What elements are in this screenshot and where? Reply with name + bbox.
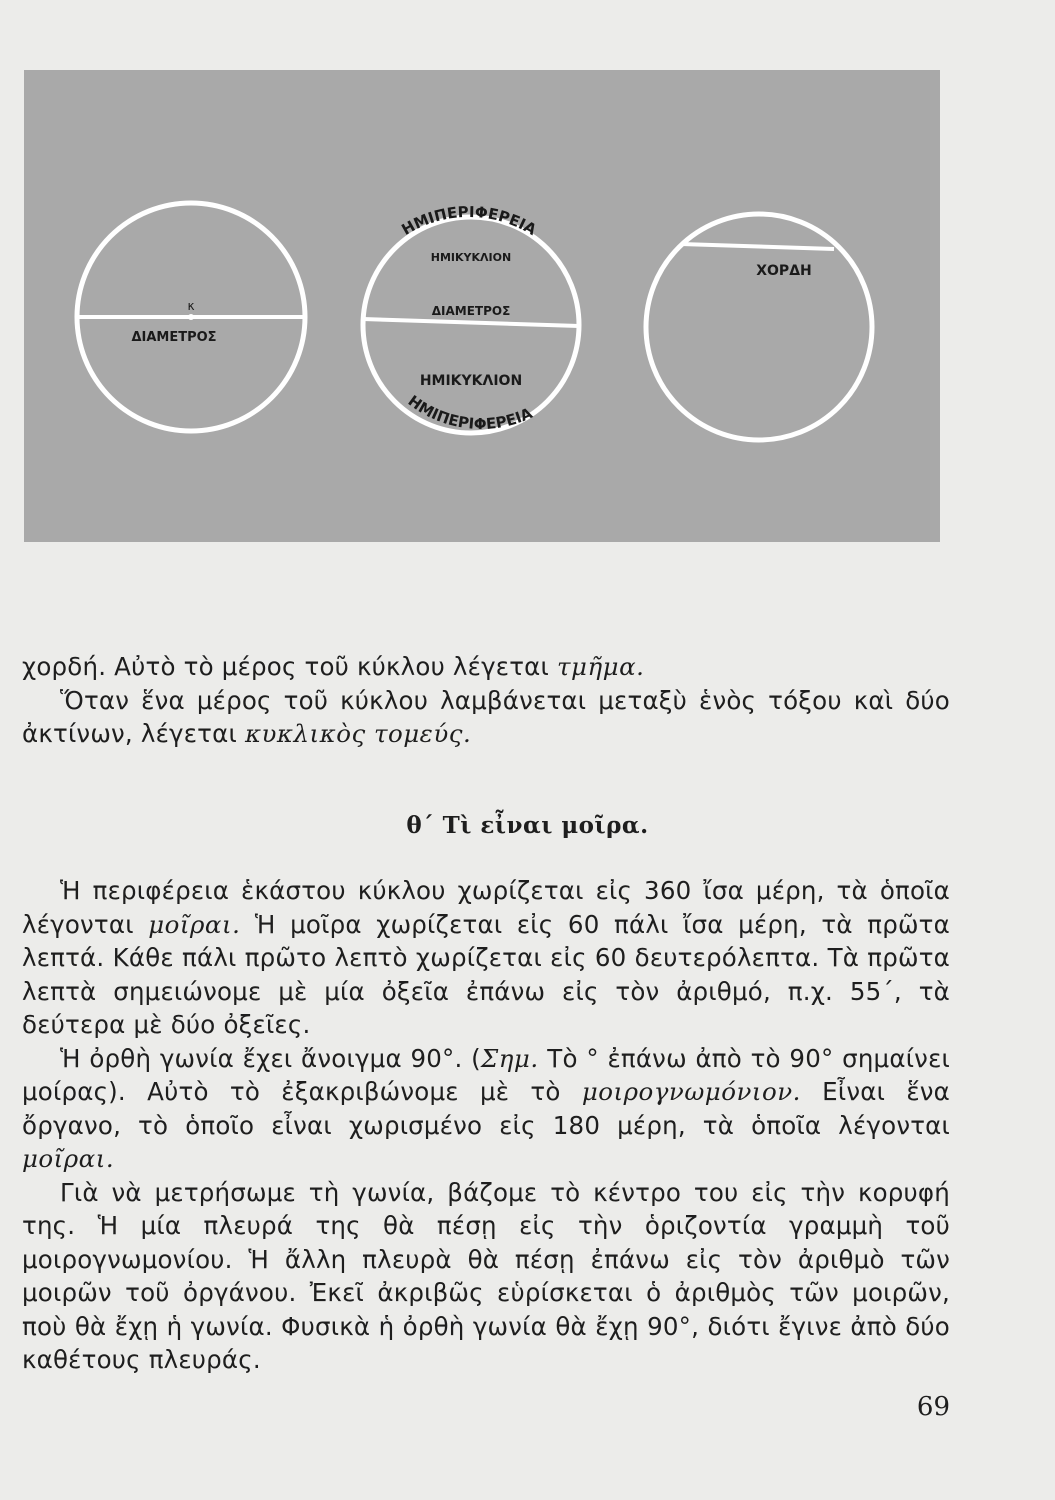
term-degrees-2: μοῖραι. (22, 1144, 115, 1173)
paragraph-chord-text: χορδή. Αὐτὸ τὸ μέρος τοῦ κύκλου λέγεται (22, 652, 557, 681)
paragraph-measuring (22, 1176, 950, 1377)
paragraph-degrees-part2: Ἡ μοῖρα χωρίζεται εἰς 60 πάλι ἴσα μέρη, τὰ πρῶτα λεπτά. Κάθε πάλι πρῶτο λεπτὸ χωρίζεται εἰς 60 δευτερόλεπτα. Τὰ πρῶτα λεπτὰ σημειώνομε μὲ μία ὀξεῖα ἐπάνω εἰς τὸν ἀριθμό, π.χ. 55΄, τὰ δεύτερα μὲ δύο ὀξεῖες. (22, 909, 950, 1039)
bottom-arc-text: ΗΜΙΠΕΡΙΦΕΡΕΙΑ (404, 391, 536, 434)
paragraph-right-angle (22, 1042, 950, 1176)
page-number: 69 (916, 1392, 950, 1422)
paragraph-measuring-text: Γιὰ νὰ μετρήσωμε τὴ γωνία, βάζομε τὸ κέντρο του εἰς τὴν κορυφή της. Ἡ μία πλευρά της θὰ πέσῃ εἰς τὴν ὁριζοντία γραμμὴ τοῦ μοιρογνωμονίου. Ἡ ἄλλη πλευρὰ θὰ πέσῃ ἐπάνω εἰς τὸν ἀριθμὸ τῶν μοιρῶν τοῦ ὀργάνου. Ἐκεῖ ἀκριβῶς εὑρίσκεται ὁ ἀριθμὸς τῶν μοιρῶν, ποὺ θὰ ἔχῃ ἡ γωνία. Φυσικὰ ἡ ὀρθὴ γωνία θὰ ἔχῃ 90°, διότι ἔγινε ἀπὸ δύο καθέτους πλευράς. (22, 1177, 950, 1374)
term-sector: κυκλικὸς τομεύς. (244, 719, 472, 748)
circles-diagram (24, 70, 940, 542)
term-segment: τμῆμα. (557, 652, 645, 681)
term-protractor: μοιρογνωμόνιον. (581, 1077, 801, 1106)
paragraph-sector-text: Ὅταν ἕνα μέρος τοῦ κύκλου λαμβάνεται μεταξὺ ἑνὸς τόξου καὶ δύο ἀκτίνων, λέγεται (22, 685, 950, 748)
top-arc-text: ΗΜΙΠΕΡΙΦΕΡΕΙΑ (398, 202, 540, 239)
paragraph-chord (22, 650, 950, 684)
note-abbreviation: Σημ. (480, 1043, 539, 1073)
paragraph-degrees-part1: Ἡ περιφέρεια ἑκάστου κύκλου χωρίζεται εἰς 360 ἴσα μέρη, τὰ ὁποῖα λέγονται (22, 876, 950, 939)
term-degrees: μοῖραι. (148, 909, 241, 939)
paragraph-right-angle-part1: Ἡ ὀρθὴ γωνία ἔχει ἄνοιγμα 90°. ( (60, 1043, 481, 1073)
paragraph-right-angle-part3: Εἶναι ἕνα ὄργανο, τὸ ὁποῖο εἶναι χωρισμένο εἰς 180 μέρη, τὰ ὁποῖα λέγονται (22, 1077, 950, 1140)
intro-text (22, 650, 950, 751)
paragraph-right-angle-part2: Τὸ ° ἐπάνω ἀπὸ τὸ 90° σημαίνει μοίρας). Αὐτὸ τὸ ἐξακριβώνομε μὲ τὸ (22, 1043, 950, 1106)
chord-label: ΧΟΡΔΗ (756, 263, 812, 279)
left-diameter-label: ΔΙΑΜΕΤΡΟΣ (131, 330, 217, 345)
lower-semicircle-label: ΗΜΙΚΥΚΛΙΟΝ (419, 373, 523, 389)
circles-figure (24, 70, 940, 542)
center-label: κ (187, 299, 195, 313)
paragraph-degrees (22, 874, 950, 1042)
section-heading: θ΄ Τὶ εἶναι μοῖρα. (406, 812, 649, 839)
middle-diameter-label: ΔΙΑΜΕΤΡΟΣ (431, 304, 511, 318)
center-point (188, 314, 194, 320)
paragraph-sector (22, 684, 950, 751)
upper-semicircle-label: ΗΜΙΚΥΚΛΙΟΝ (430, 251, 512, 264)
degrees-text (22, 874, 950, 1377)
